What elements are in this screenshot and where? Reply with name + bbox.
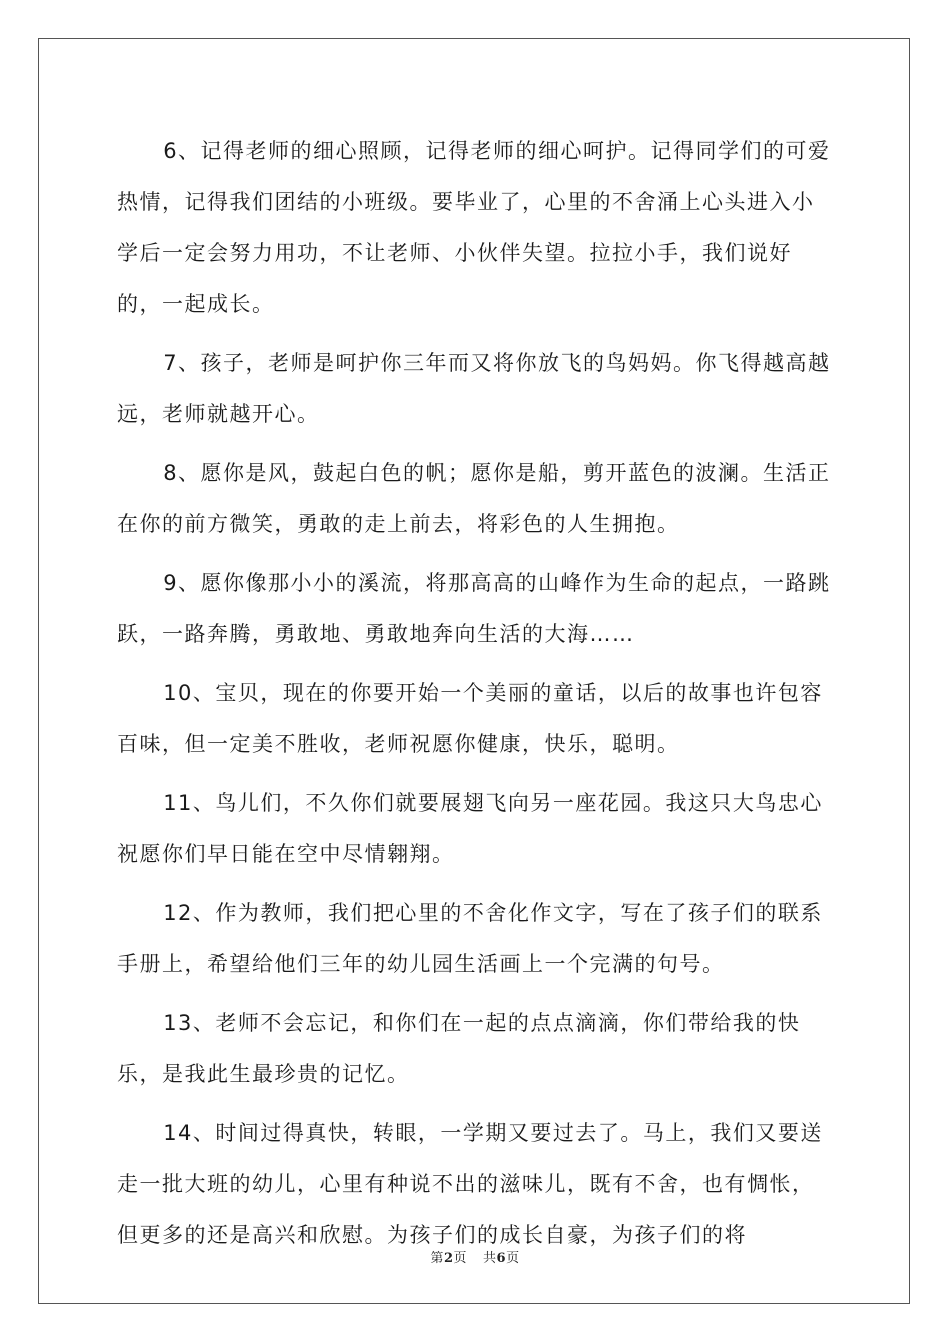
page-footer <box>0 1247 950 1266</box>
paragraph-9: 9、愿你像那小小的溪流，将那高高的山峰作为生命的起点，一路跳跃，一路奔腾，勇敢地、勇敢地奔向生活的大海…… <box>117 571 831 646</box>
total-suffix: 页 <box>506 1251 520 1266</box>
paragraph-6: 6、记得老师的细心照顾，记得老师的细心呵护。记得同学们的可爱热情，记得我们团结的小班级。要毕业了，心里的不舍涌上心头进入小学后一定会努力用功，不让老师、小伙伴失望。拉拉小手，我们说好的，一起成长。 <box>117 139 831 316</box>
paragraph-13: 13、老师不会忘记，和你们在一起的点点滴滴，你们带给我的快乐，是我此生最珍贵的记忆。 <box>117 1011 801 1086</box>
document-body <box>117 126 833 1269</box>
page-suffix: 页 <box>453 1251 467 1266</box>
page-prefix: 第 <box>430 1251 444 1266</box>
paragraph-14: 14、时间过得真快，转眼，一学期又要过去了。马上，我们又要送走一批大班的幼儿，心里有种说不出的滋味儿，既有不舍，也有惆怅，但更多的还是高兴和欣慰。为孩子们的成长自豪，为孩子们的将 <box>117 1121 823 1247</box>
total-prefix: 共 <box>483 1251 497 1266</box>
paragraph-12: 12、作为教师，我们把心里的不舍化作文字，写在了孩子们的联系手册上，希望给他们三年的幼儿园生活画上一个完满的句号。 <box>117 901 823 976</box>
current-page-number: 2 <box>443 1251 454 1266</box>
paragraph-8: 8、愿你是风，鼓起白色的帆；愿你是船，剪开蓝色的波澜。生活正在你的前方微笑，勇敢的走上前去，将彩色的人生拥抱。 <box>117 461 831 536</box>
paragraph-10: 10、宝贝，现在的你要开始一个美丽的童话，以后的故事也许包容百味，但一定美不胜收，老师祝愿你健康，快乐，聪明。 <box>117 681 823 756</box>
total-page-count: 6 <box>496 1251 507 1266</box>
paragraph-11: 11、鸟儿们，不久你们就要展翅飞向另一座花园。我这只大鸟忠心祝愿你们早日能在空中尽情翱翔。 <box>117 791 823 866</box>
paragraph-7: 7、孩子，老师是呵护你三年而又将你放飞的鸟妈妈。你飞得越高越远，老师就越开心。 <box>117 351 831 426</box>
